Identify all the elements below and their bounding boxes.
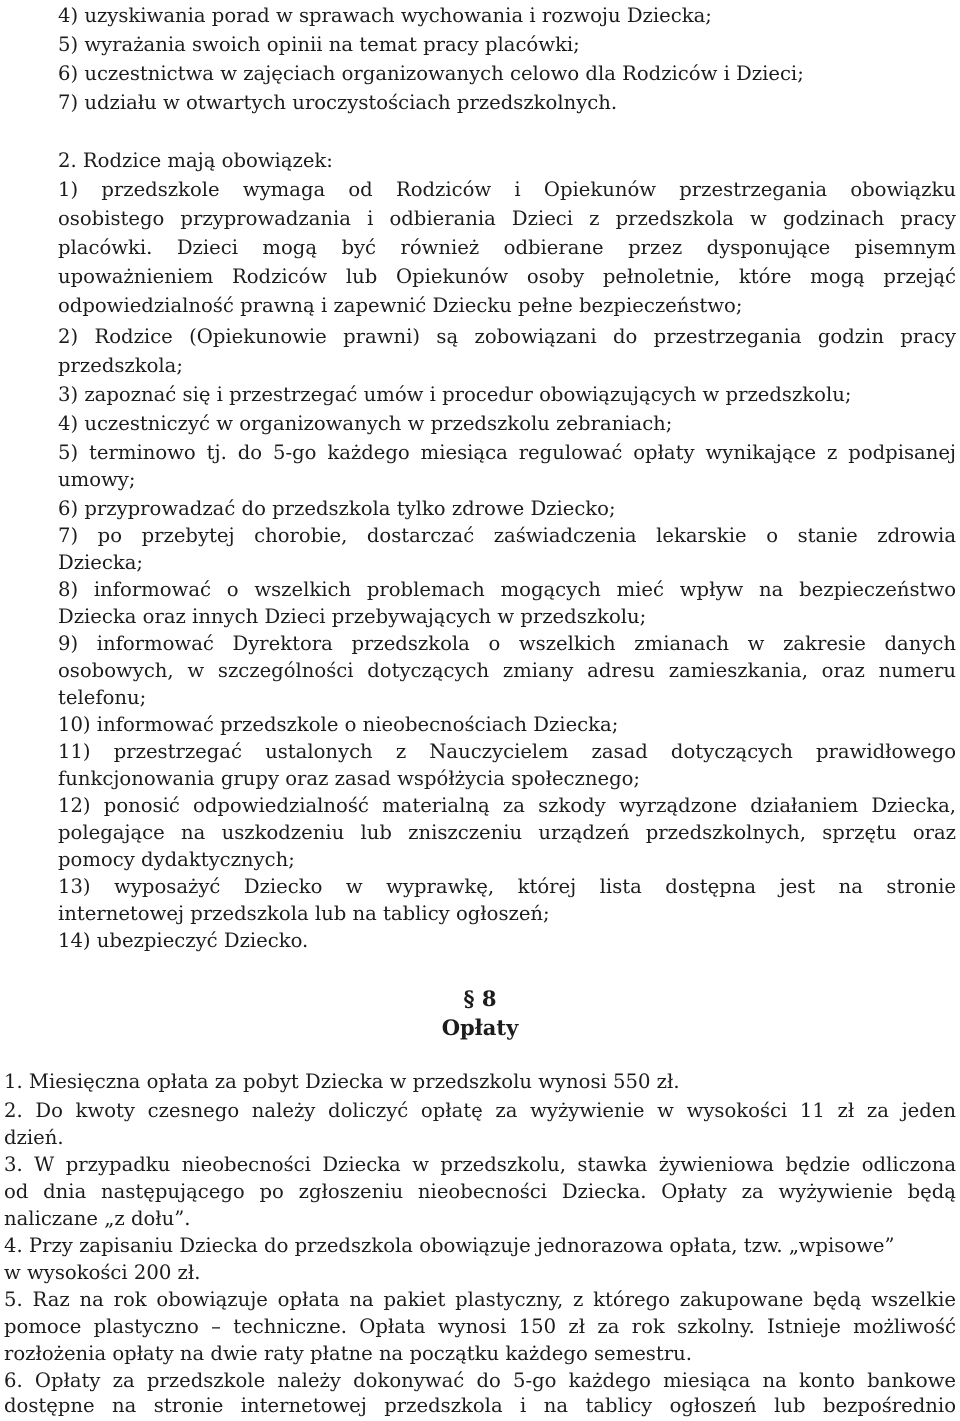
- fee-line: 6. Opłaty za przedszkole należy dokonywać do 5-go każdego miesiąca na konto bankowe: [4, 1369, 956, 1392]
- obligation-line: przedszkola;: [58, 354, 183, 377]
- fee-line: naliczane „z dołu”.: [4, 1207, 191, 1230]
- obligation-line: 3) zapoznać się i przestrzegać umów i procedur obowiązujących w przedszkolu;: [58, 383, 852, 406]
- intro-line: 4) uzyskiwania porad w sprawach wychowania i rozwoju Dziecka;: [58, 4, 712, 27]
- obligation-line: pomocy dydaktycznych;: [58, 848, 295, 871]
- obligation-line: 8) informować o wszelkich problemach mogących mieć wpływ na bezpieczeństwo: [58, 578, 956, 601]
- fee-line: rozłożenia opłaty na dwie raty płatne na początku każdego semestru.: [4, 1342, 692, 1365]
- obligation-line: 2) Rodzice (Opiekunowie prawni) są zobowiązani do przestrzegania godzin pracy: [58, 325, 956, 348]
- fee-line: od dnia następującego po zgłoszeniu nieobecności Dziecka. Opłaty za wyżywienie będą: [4, 1180, 956, 1203]
- fee-line: pomoce plastyczno – techniczne. Opłata wynosi 150 zł za rok szkolny. Istnieje możliwość: [4, 1315, 956, 1338]
- fee-line: 2. Do kwoty czesnego należy doliczyć opłatę za wyżywienie w wysokości 11 zł za jeden: [4, 1099, 956, 1122]
- obligation-line: 6) przyprowadzać do przedszkola tylko zdrowe Dziecko;: [58, 497, 616, 520]
- obligation-line: 7) po przebytej chorobie, dostarczać zaświadczenia lekarskie o stanie zdrowia: [58, 524, 956, 547]
- obligation-line: Dziecka;: [58, 551, 144, 574]
- obligation-line: 13) wyposażyć Dziecko w wyprawkę, której lista dostępna jest na stronie: [58, 875, 956, 898]
- obligations-heading: 2. Rodzice mają obowiązek:: [58, 149, 333, 172]
- obligation-line: 14) ubezpieczyć Dziecko.: [58, 929, 309, 952]
- intro-line: 5) wyrażania swoich opinii na temat pracy placówki;: [58, 33, 580, 56]
- obligation-line: upoważnieniem Rodziców lub Opiekunów osoby pełnoletnie, które mogą przejąć: [58, 265, 956, 288]
- section-number: § 8: [463, 986, 497, 1011]
- obligation-line: telefonu;: [58, 686, 147, 709]
- fee-line: 3. W przypadku nieobecności Dziecka w przedszkolu, stawka żywieniowa będzie odliczona: [4, 1153, 956, 1176]
- fee-line: dzień.: [4, 1126, 64, 1149]
- obligation-line: osobowych, w szczególności dotyczących zmiany adresu zamieszkania, oraz numeru: [58, 659, 956, 682]
- obligation-line: 10) informować przedszkole o nieobecnościach Dziecka;: [58, 713, 619, 736]
- obligation-line: Dziecka oraz innych Dzieci przebywających w przedszkolu;: [58, 605, 647, 628]
- obligation-line: 11) przestrzegać ustalonych z Nauczycielem zasad dotyczących prawidłowego: [58, 740, 956, 763]
- intro-line: 6) uczestnictwa w zajęciach organizowanych celowo dla Rodziców i Dzieci;: [58, 62, 804, 85]
- obligation-line: funkcjonowania grupy oraz zasad współżycia społecznego;: [58, 767, 641, 790]
- obligation-line: internetowej przedszkola lub na tablicy ogłoszeń;: [58, 902, 550, 925]
- obligation-line: 5) terminowo tj. do 5-go każdego miesiąca regulować opłaty wynikające z podpisanej: [58, 441, 956, 464]
- obligation-line: odpowiedzialność prawną i zapewnić Dziecku pełne bezpieczeństwo;: [58, 294, 743, 317]
- obligation-line: polegające na uszkodzeniu lub zniszczeniu urządzeń przedszkolnych, sprzętu oraz: [58, 821, 956, 844]
- obligation-line: umowy;: [58, 468, 136, 491]
- section-title: Opłaty: [441, 1015, 519, 1040]
- obligation-line: placówki. Dzieci mogą być również odbierane przez dysponujące pisemnym: [58, 236, 956, 259]
- obligation-line: 12) ponosić odpowiedzialność materialną za szkody wyrządzone działaniem Dziecka,: [58, 794, 956, 817]
- obligation-line: osobistego przyprowadzania i odbierania Dzieci z przedszkola w godzinach pracy: [58, 207, 956, 230]
- intro-line: 7) udziału w otwartych uroczystościach przedszkolnych.: [58, 91, 618, 114]
- fee-line: dostępne na stronie internetowej przedszkola i na tablicy ogłoszeń lub bezpośrednio: [4, 1394, 956, 1417]
- fee-line: 5. Raz na rok obowiązuje opłata na pakiet plastyczny, z którego zakupowane będą wszelkie: [4, 1288, 956, 1311]
- obligation-line: 4) uczestniczyć w organizowanych w przedszkolu zebraniach;: [58, 412, 673, 435]
- fee-line: 4. Przy zapisaniu Dziecka do przedszkola obowiązuje jednorazowa opłata, tzw. „wpisowe”: [4, 1234, 895, 1257]
- obligation-line: 9) informować Dyrektora przedszkola o wszelkich zmianach w zakresie danych: [58, 632, 956, 655]
- obligation-line: 1) przedszkole wymaga od Rodziców i Opiekunów przestrzegania obowiązku: [58, 178, 956, 201]
- fee-line: 1. Miesięczna opłata za pobyt Dziecka w przedszkolu wynosi 550 zł.: [4, 1070, 680, 1093]
- fee-line: w wysokości 200 zł.: [4, 1261, 201, 1284]
